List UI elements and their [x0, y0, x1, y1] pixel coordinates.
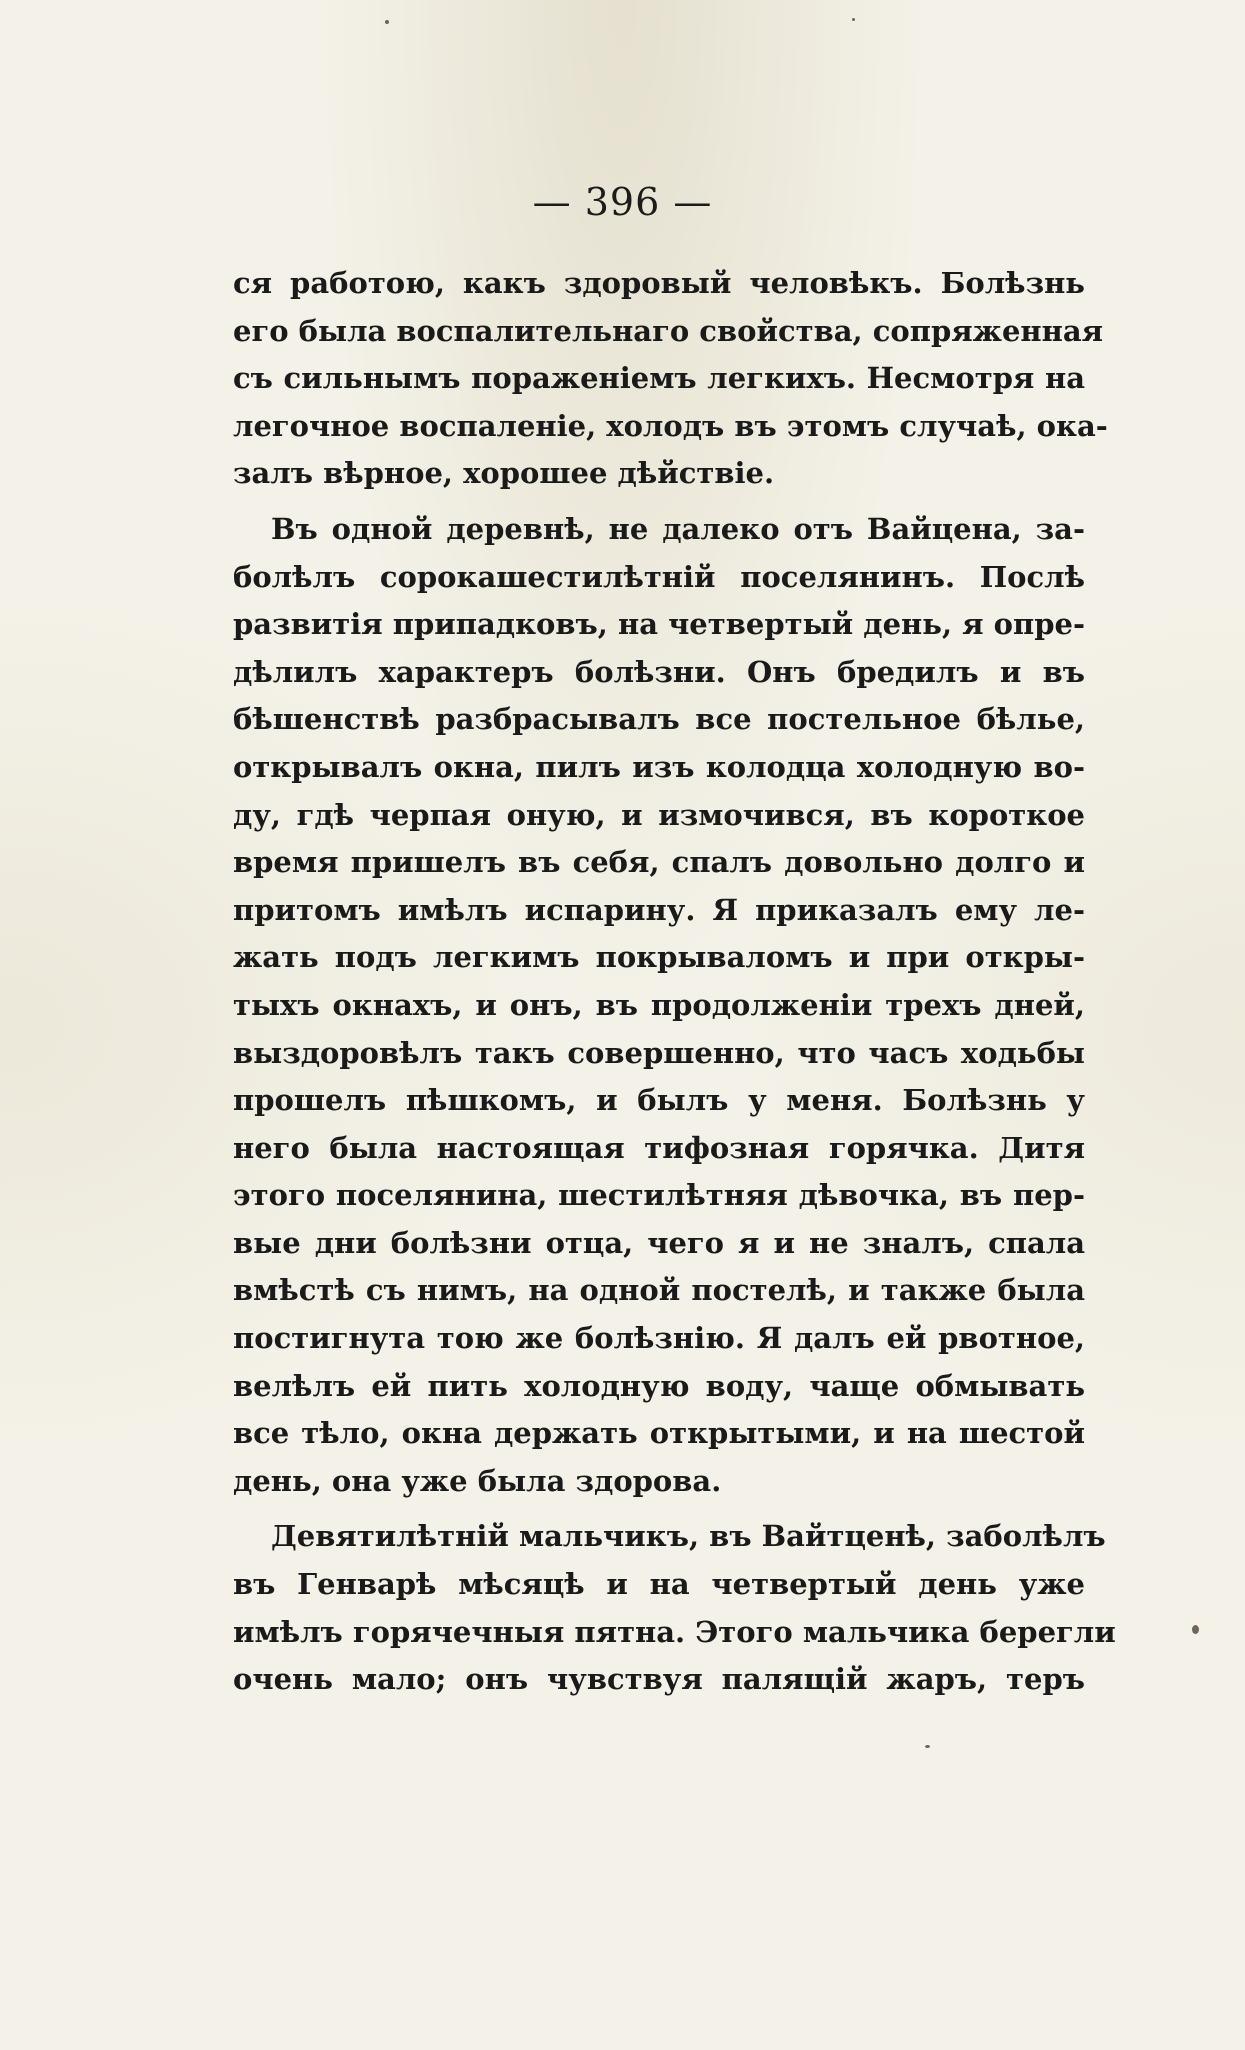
text-line: очень мало; онъ чувствуя палящій жаръ, теръ — [233, 1662, 1085, 1697]
text-line: легочное воспаленіе, холодъ въ этомъ случаѣ, ока- — [233, 408, 1108, 443]
text-line: жать подъ легкимъ покрываломъ и при откры- — [233, 940, 1085, 975]
text-line: все тѣло, окна держать открытыми, и на шестой — [233, 1416, 1085, 1451]
paper-speck — [925, 1745, 930, 1748]
text-line: съ сильнымъ пораженіемъ легкихъ. Несмотря на — [233, 361, 1085, 396]
text-line: имѣлъ горячечныя пятна. Этого мальчика берегли — [233, 1614, 1116, 1649]
text-line: залъ вѣрное, хорошее дѣйствіе. — [233, 456, 775, 491]
text-line: ся работою, какъ здоровый человѣкъ. Болѣзнь — [233, 266, 1085, 300]
text-line: него была настоящая тифозная горячка. Дитя — [233, 1130, 1085, 1165]
text-line: бѣшенствѣ разбрасывалъ все постельное бѣлье, — [233, 702, 1085, 737]
text-line: его была воспалительнаго свойства, сопряженная — [233, 313, 1104, 348]
paragraph — [233, 1513, 1116, 1703]
text-line: болѣлъ сорокашестилѣтній поселянинъ. Послѣ — [233, 559, 1085, 594]
paper-speck — [1192, 1625, 1199, 1634]
text-line: въ Генварѣ мѣсяцѣ и на четвертый день уже — [233, 1567, 1085, 1602]
text-line: открывалъ окна, пилъ изъ колодца холодную во- — [233, 749, 1085, 784]
text-line: время пришелъ въ себя, спалъ довольно долго и — [233, 845, 1085, 880]
paragraph — [233, 260, 1108, 498]
text-line: выздоровѣлъ такъ совершенно, что часъ ходьбы — [233, 1035, 1085, 1070]
text-line: дѣлилъ характеръ болѣзни. Онъ бредилъ и въ — [233, 654, 1085, 689]
text-line: велѣлъ ей пить холодную воду, чаще обмывать — [233, 1368, 1085, 1403]
text-line: вмѣстѣ съ нимъ, на одной постелѣ, и также была — [233, 1273, 1085, 1308]
paper-speck — [852, 18, 855, 21]
text-line: Въ одной деревнѣ, не далеко отъ Вайцена, за- — [271, 511, 1085, 546]
text-line: день, она уже была здорова. — [233, 1463, 722, 1498]
text-line: вые дни болѣзни отца, чего я и не зналъ, спала — [233, 1225, 1085, 1260]
text-line: притомъ имѣлъ испарину. Я приказалъ ему ле- — [233, 892, 1085, 927]
text-line: тыхъ окнахъ, и онъ, въ продолженіи трехъ дней, — [233, 987, 1085, 1022]
text-line: ду, гдѣ черпая оную, и измочився, въ короткое — [233, 797, 1085, 832]
text-line: прошелъ пѣшкомъ, и былъ у меня. Болѣзнь у — [233, 1083, 1085, 1118]
page-number: — 396 — — [532, 180, 713, 224]
text-line: Девятилѣтній мальчикъ, въ Вайтценѣ, заболѣлъ — [271, 1519, 1106, 1554]
text-line: этого поселянина, шестилѣтняя дѣвочка, въ пер- — [233, 1178, 1085, 1213]
text-line: развитія припадковъ, на четвертый день, я опре- — [233, 607, 1085, 642]
paper-speck — [385, 20, 389, 24]
text-line: постигнута тою же болѣзнію. Я далъ ей рвотное, — [233, 1321, 1085, 1356]
body-text — [233, 260, 1116, 1704]
paragraph — [233, 506, 1085, 1505]
